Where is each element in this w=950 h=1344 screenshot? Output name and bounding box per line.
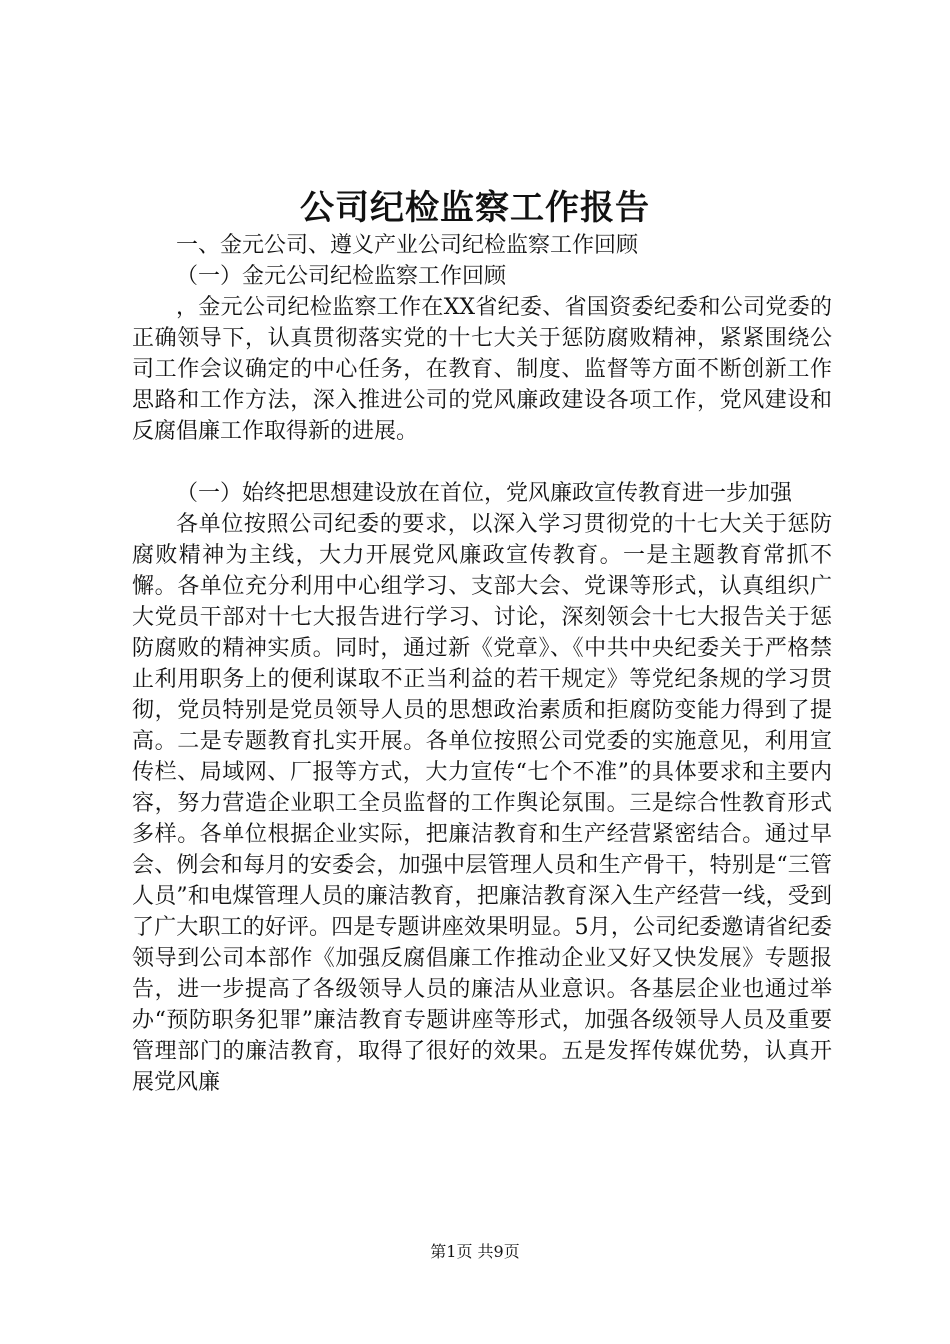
section-paragraph: 各单位按照公司纪委的要求，以深入学习贯彻党的十七大关于惩防腐败精神为主线，大力开展党风廉政宣传教育。一是主题教育常抓不懈。各单位充分利用中心组学习、支部大会、党课等形式，认真组织广大党员干部对十七大报告进行学习、讨论，深刻领会十七大报告关于惩防腐败的精神实质。同时，通过新《党章》、《中共中央纪委关于严格禁止利用职务上的便利谋取不正当利益的若干规定》等党纪条规的学习贯彻，党员特别是党员领导人员的思想政治素质和拒腐防变能力得到了提高。二是专题教育扎实开展。各单位按照公司党委的实施意见，利用宣传栏、局域网、厂报等方式，大力宣传“七个不准”的具体要求和主要内容，努力营造企业职工全员监督的工作舆论氛围。三是综合性教育形式多样。各单位根据企业实际，把廉洁教育和生产经营紧密结合。通过早会、例会和每月的安委会，加强中层管理人员和生产骨干，特别是“三管人员”和电煤管理人员的廉洁教育，把廉洁教育深入生产经营一线，受到了广大职工的好评。四是专题讲座效果明显。5月，公司纪委邀请省纪委领导到公司本部作《加强反腐倡廉工作推动企业又好又快发展》专题报告，进一步提高了各级领导人员的廉洁从业意识。各基层企业也通过举办“预防职务犯罪”廉洁教育专题讲座等形式，加强各级领导人员及重要管理部门的廉洁教育，取得了很好的效果。五是发挥传媒优势，认真开展党风廉 xyxy=(132,512,832,1095)
document-body xyxy=(132,230,832,1098)
section-heading: （一）始终把思想建设放在首位，党风廉政宣传教育进一步加强 xyxy=(176,481,793,506)
intro-paragraph: ，金元公司纪检监察工作在XX省纪委、省国资委纪委和公司党委的正确领导下，认真贯彻落实党的十七大关于惩防腐败精神，紧紧围绕公司工作会议确定的中心任务，在教育、制度、监督等方面不断创新工作思路和工作方法，深入推进公司的党风廉政建设各项工作，党风建设和反腐倡廉工作取得新的进展。 xyxy=(132,295,832,444)
paragraph-spacer xyxy=(132,447,832,478)
heading-level-1: 一、金元公司、遵义产业公司纪检监察工作回顾 xyxy=(176,233,639,258)
document-title: 公司纪检监察工作报告 xyxy=(300,188,650,228)
heading-level-2: （一）金元公司纪检监察工作回顾 xyxy=(176,264,507,289)
page-footer: 第1页 共9页 xyxy=(430,1242,520,1261)
